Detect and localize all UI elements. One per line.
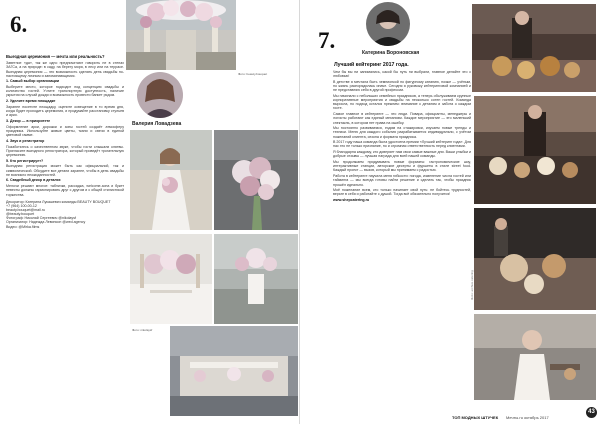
- bouquet-photo: [214, 130, 298, 230]
- paragraph: В детстве я мечтала быть чемпионкой по фигурному катанию, позже — учёным, но жизнь распорядилась иначе. Сегодня я руковожу кейтеринговой компанией и не представляю себя в другой профессии.: [333, 79, 471, 93]
- author-avatar: [137, 72, 183, 118]
- credit-line: +7 (964) 100-00-12: [6, 203, 37, 208]
- arch-photo: [126, 0, 236, 70]
- section-text: Выберите место, которое подходит под концепцию свадьбы и количество гостей. Учтите транспортную доступность, наличие укрытия на случай дождя и возможность провести банкет рядом.: [6, 85, 124, 98]
- article-text: [6, 55, 124, 330]
- section-title: 5. Кто регистрирует?: [6, 158, 44, 163]
- author-name: Валерия Ловадзева: [132, 121, 182, 127]
- paragraph: Самое главное в кейтеринге — это люди. Повара, официанты, менеджеры и логисты работают как единый механизм. Каждое мероприятие — это маленький спектакль, в котором нет права на ошибку.: [333, 112, 471, 125]
- article-text: [333, 70, 471, 384]
- paragraph: Я благодарна каждому, кто доверяет нам свои самые важные дни. Ваши улыбки и добрые отзывы — лучшая награда для всей нашей команды.: [333, 150, 471, 159]
- chef-photo: [474, 314, 596, 400]
- credit-line: Видео: @Mirka.films: [6, 224, 40, 229]
- photo-caption: Фото: nikolaysf: [132, 328, 153, 332]
- paragraph: Работа в кейтеринге научила меня гибкости: погода, изменение числа гостей или тайминга — мы всегда готовы найти решение и сделать так, чтобы праздник прошёл идеально.: [333, 174, 471, 187]
- section-title: 4. Звук и регистратор: [6, 138, 45, 143]
- right-page: [300, 0, 600, 424]
- paragraph: Мы постоянно развиваемся, ездим на стажировки, изучаем новые тренды и техники. Меню для каждого события разрабатывается индивидуально, с учётом пожеланий клиента, сезона и формата праздника.: [333, 126, 471, 139]
- section-text: Оформление арки, дорожки и зоны гостей создаёт атмосферу праздника. Используйте живые цветы, ткани и свечи в единой цветовой гамме.: [6, 124, 124, 138]
- ceremony-photo: [214, 234, 298, 324]
- footer-section-label: ТОП МОДНЫХ ШТУЧЕК: [452, 415, 499, 420]
- photo-caption: Фото: archive.catering: [470, 270, 474, 300]
- section-text: Позаботьтесь о качественном звуке, чтобы гости слышали клятвы. Пригласите выездного регистратора, который проведёт трогательную церемонию.: [6, 144, 124, 157]
- venue-photo: [170, 326, 298, 416]
- bride-photo: [130, 130, 212, 230]
- paragraph: В 2017 году наша команда была удостоена премии «Лучший кейтеринг года». Для нас это не только признание, но и огромная ответственность перед клиентами.: [333, 140, 471, 149]
- website-link[interactable]: www.shepcatering.ru: [333, 198, 370, 203]
- section-text: Заранее посетите площадку, оцените освещение в то время дня, когда будет проходить церемония, и продумайте расстановку стульев и арки.: [6, 104, 124, 118]
- credit-line: Фотограф: Николай Сергеевич @nikolaysf: [6, 216, 76, 221]
- photo-caption: Фото: beauty.bouquet: [238, 72, 268, 76]
- section-title: 3. Декор — в приоритете: [6, 119, 51, 124]
- article-number: 7.: [318, 28, 336, 53]
- credit-line: @beauty.bouquet: [6, 212, 35, 217]
- catering-photo-top: [472, 4, 596, 92]
- credit-line: Организатор: Надежда Левинсон @wed.agency: [6, 220, 86, 225]
- page-number-logo: 43: [586, 407, 597, 418]
- buffet-photo: [474, 96, 596, 204]
- table-decor-photo: [130, 234, 212, 324]
- paragraph: Мы продолжаем придумывать новые форматы: гастрономические шоу, интерактивные станции, авторские десерты и фуршеты в стиле street food. Каждый проект — вызов, который мы принимаем с радостью.: [333, 160, 471, 173]
- paragraph: Моё пожелание всем, кто только начинает свой путь: не бойтесь трудностей, верьте в себя и работайте с душой. Тогда всё обязательно получится!: [333, 188, 471, 197]
- credits: [6, 200, 124, 229]
- article-heading: Выездная церемония — мечта или реальность?: [6, 55, 105, 59]
- article-number: 6.: [10, 12, 28, 37]
- section-title: 2. Уделите время площадке: [6, 99, 56, 104]
- footer-section: [452, 415, 498, 420]
- footer-issue: Мечты.ru октябрь 2017: [506, 415, 549, 420]
- section-title: 1. Самый выбор организации: [6, 79, 60, 84]
- author-name: Катерина Вороновская: [362, 50, 420, 56]
- section-text: Мелочи решают многое: таблички, рассадка, welcome-зона и букет невесты должны гармонировать друг с другом и с общей стилистикой торжества.: [6, 184, 124, 197]
- credit-line: Декоратор: Катерина Лукашевич команды BEAUTY BOUQUET: [6, 199, 111, 204]
- credit-line: beauty.bouquet@mail.ru: [6, 208, 45, 212]
- dessert-photo: [474, 208, 596, 310]
- article-intro: Заветное «да», так же одно предпочитают говорить не в стенах ЗАГСа, а на природе: в саду, на берегу моря, в лесу или на террасе. Выездная церемония — это возможность сделать день свадьбы по-настоящему личным и запоминающимся.: [6, 61, 124, 78]
- paragraph: Чем бы вы ни занимались, какой бы путь ни выбрали, главное делайте это с любовью!: [333, 70, 471, 79]
- article-title: Лучший кейтеринг 2017 года.: [334, 62, 409, 68]
- paragraph: Мы начинали с небольших семейных праздников, а теперь обслуживаем крупные корпоративные мероприятия и свадьбы на несколько сотен гостей. Команда выросла, но подход остался прежним: внимание к деталям и забота о каждом госте.: [333, 93, 471, 111]
- section-title: 6. Свадебный декор в деталях: [6, 178, 61, 183]
- section-text: Выездная регистрация может быть как официальной, так и символической. Обсудите все детали заранее, чтобы в день свадьбы не возникло неожиданностей.: [6, 164, 124, 177]
- author-avatar: [366, 2, 410, 46]
